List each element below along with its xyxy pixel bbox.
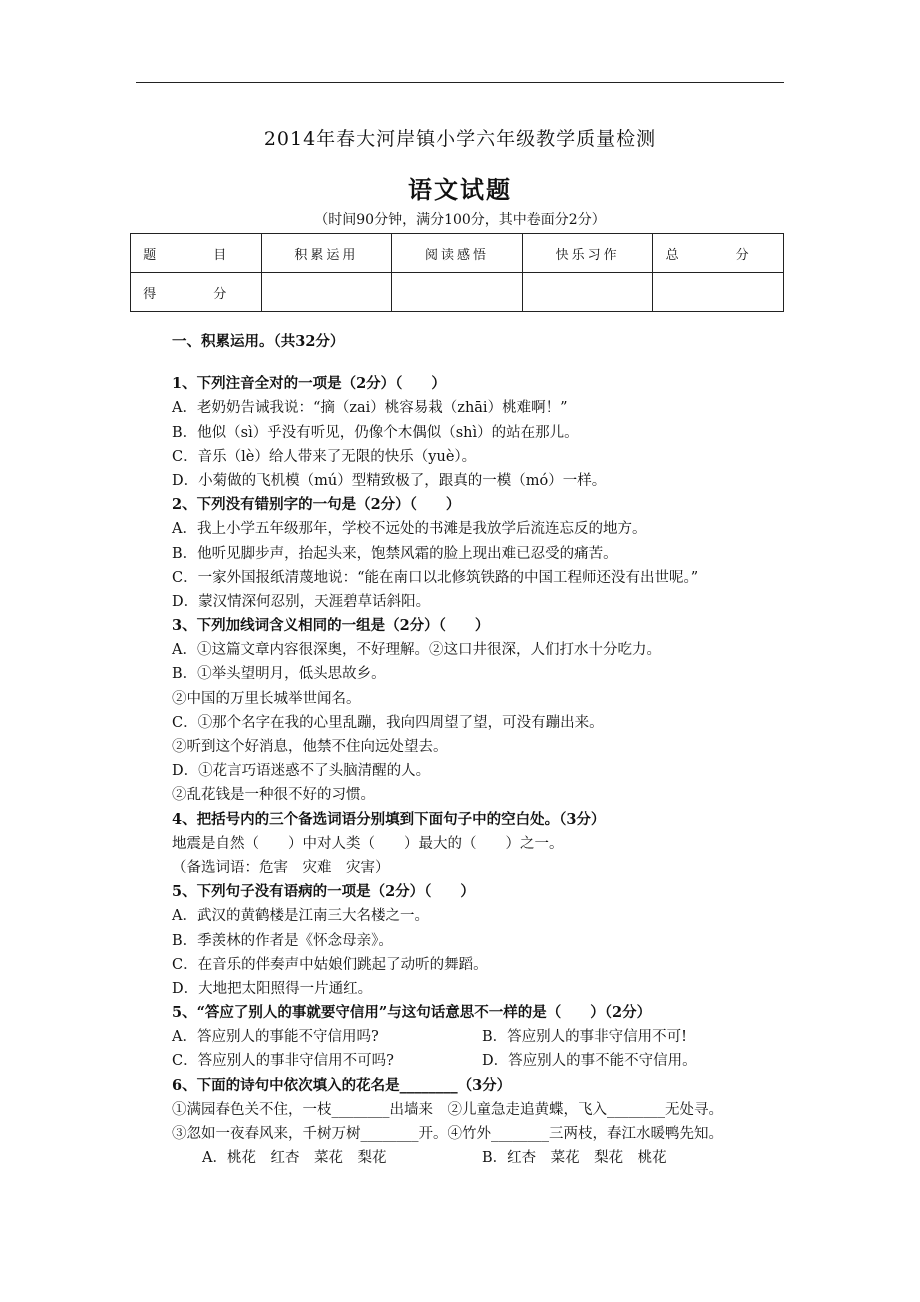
option-row	[172, 1146, 802, 1170]
fill-sentence: 地震是自然（ ）中对人类（ ）最大的（ ）之一。	[172, 835, 564, 852]
option-line: ②听到这个好消息，他禁不住向远处望去。	[172, 739, 448, 755]
poem-line: ③忽如一夜春风来，千树万树________开。④竹外________三两枝，春江水暖鸭先知。	[172, 1126, 723, 1142]
question-prompt: 5、下列句子没有语病的一项是（2分）（ ）	[172, 883, 475, 901]
option-row	[172, 1049, 802, 1073]
score-input-cell[interactable]	[261, 273, 392, 312]
question-prompt: 1、下列注音全对的一项是（2分）（ ）	[172, 375, 446, 393]
option-line: C．音乐（lè）给人带来了无限的快乐（yuè）。	[172, 448, 477, 465]
option-line: ②乱花钱是一种很不好的习惯。	[172, 787, 375, 804]
score-header-cell: 阅读感悟	[392, 234, 523, 273]
option-line: ②中国的万里长城举世闻名。	[172, 690, 361, 707]
option-line: B．红杏 菜花 梨花 桃花	[482, 1150, 667, 1167]
poem-line: ①满园春色关不住，一枝________出墙来 ②儿童急走追黄蝶，飞入________无处寻。	[172, 1101, 723, 1118]
score-header-cell: 积累运用	[261, 234, 392, 273]
option-line: B．答应别人的事非守信用不可!	[482, 1029, 687, 1046]
question-prompt: 5、“答应了别人的事就要守信用”与这句话意思不一样的是（ ）（2分）	[172, 1004, 652, 1022]
option-line: C．一家外国报纸清蔑地说：“能在南口以北修筑铁路的中国工程师还没有出世呢。”	[172, 569, 699, 586]
option-row	[172, 1025, 802, 1049]
option-line: D．蒙汉情深何忍别，天涯碧草话斜阳。	[172, 593, 431, 610]
option-line: A．武汉的黄鹤楼是江南三大名楼之一。	[172, 908, 429, 925]
option-line: D．①花言巧语迷惑不了头脑清醒的人。	[172, 763, 431, 780]
option-line: C．答应别人的事非守信用不可吗?	[172, 1053, 394, 1070]
score-table	[130, 233, 784, 312]
option-line: A．我上小学五年级那年，学校不远处的书滩是我放学后流连忘反的地方。	[172, 521, 647, 538]
exam-title: 2014年春大河岸镇小学六年级教学质量检测	[263, 128, 657, 150]
option-line: D．小菊做的飞机模（mú）型精致极了，跟真的一模（mó）一样。	[172, 472, 607, 489]
score-input-cell[interactable]	[392, 273, 523, 312]
score-header-cell: 总 分	[653, 234, 784, 273]
question-prompt: 6、下面的诗句中依次填入的花名是________（3分）	[172, 1076, 512, 1094]
score-input-cell[interactable]	[653, 273, 784, 312]
score-header-cell: 题 目	[131, 234, 262, 273]
score-table-score-row	[131, 273, 784, 312]
score-header-cell: 快乐习作	[522, 234, 653, 273]
header-rule	[136, 82, 784, 83]
question-prompt: 3、下列加线词含义相同的一组是（2分）（ ）	[172, 617, 490, 635]
section-title: 一、积累运用。（共32分）	[172, 333, 345, 350]
option-line: A．老奶奶告诫我说：“摘（zai）桃容易栽（zhāi）桃难啊！”	[172, 400, 568, 417]
option-line: B．季羡林的作者是《怀念母亲》。	[172, 932, 393, 949]
option-line: A．①这篇文章内容很深奥，不好理解。②这口井很深，人们打水十分吃力。	[172, 642, 661, 659]
exam-subtitle: （时间90分钟，满分100分，其中卷面分2分）	[314, 212, 606, 228]
score-table-header-row	[131, 234, 784, 273]
subject-title: 语文试题	[408, 175, 512, 204]
option-line: C．在音乐的伴奏声中姑娘们跳起了动听的舞蹈。	[172, 956, 488, 973]
option-line: D．答应别人的事不能不守信用。	[482, 1053, 697, 1070]
option-line: C．①那个名字在我的心里乱蹦，我向四周望了望，可没有蹦出来。	[172, 714, 604, 731]
question-prompt: 4、把括号内的三个备选词语分别填到下面句子中的空白处。（3分）	[172, 810, 606, 828]
exam-content	[172, 330, 802, 1170]
option-line: B．他似（sì）乎没有听见，仍像个木偶似（shì）的站在那儿。	[172, 424, 579, 441]
option-line: A．桃花 红杏 菜花 梨花	[202, 1150, 387, 1167]
score-input-cell[interactable]	[522, 273, 653, 312]
option-line: A．答应别人的事能不守信用吗?	[172, 1029, 379, 1046]
score-label-cell: 得 分	[131, 273, 262, 312]
word-options: （备选词语：危害 灾难 灾害）	[172, 859, 390, 876]
option-line: D．大地把太阳照得一片通红。	[172, 980, 373, 997]
question-prompt: 2、下列没有错别字的一句是（2分）（ ）	[172, 496, 461, 514]
option-line: B．①举头望明月，低头思故乡。	[172, 666, 386, 683]
option-line: B．他听见脚步声，抬起头来，饱禁风霜的脸上现出难已忍受的痛苦。	[172, 545, 618, 562]
